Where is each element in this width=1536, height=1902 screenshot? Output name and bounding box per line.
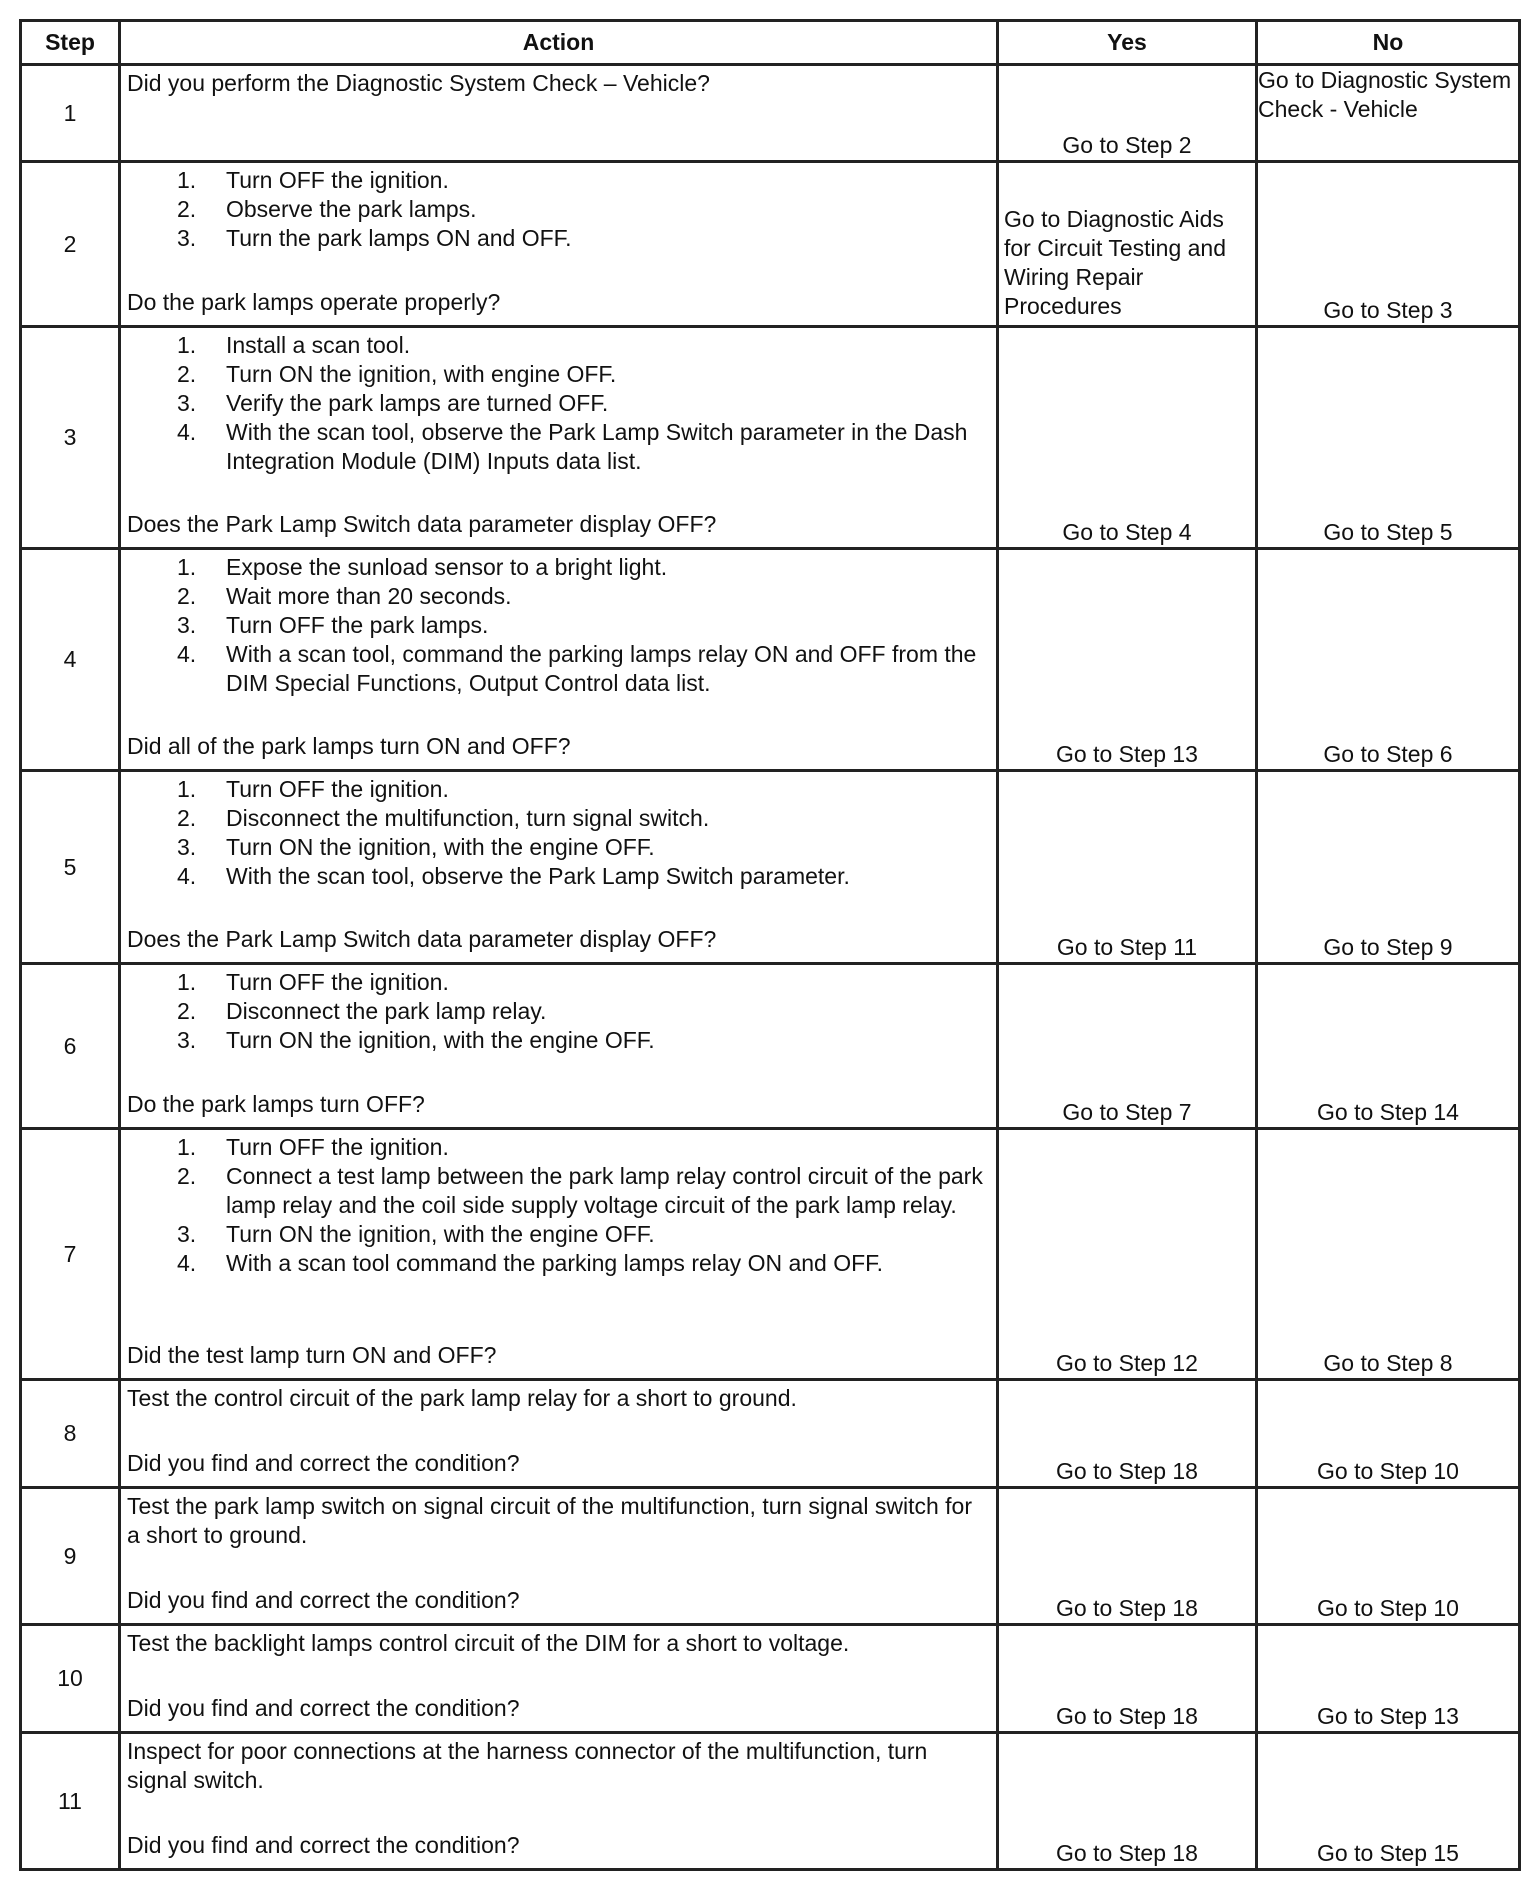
action-question: Did you find and correct the condition?: [127, 1587, 520, 1613]
step-number: 4: [21, 549, 120, 771]
step-number: 6: [21, 964, 120, 1129]
diagnostic-table: [19, 19, 1521, 1871]
yes-result: Go to Diagnostic Aids for Circuit Testing and Wiring Repair Procedures: [998, 162, 1257, 327]
step-number: 5: [21, 771, 120, 964]
step-number: 1: [21, 65, 120, 162]
action-cell: [120, 1380, 998, 1488]
action-instruction: Test the control circuit of the park lamp relay for a short to ground.: [127, 1385, 797, 1411]
no-result: Go to Step 8: [1257, 1129, 1520, 1380]
action-question: Did you find and correct the condition?: [127, 1450, 520, 1476]
action-step-number: 3.: [177, 1221, 197, 1247]
no-result: Go to Step 15: [1257, 1733, 1520, 1870]
no-result: Go to Diagnostic System Check - Vehicle: [1257, 65, 1520, 162]
action-cell: [120, 1129, 998, 1380]
action-question: Does the Park Lamp Switch data parameter display OFF?: [127, 926, 717, 952]
action-question: Did you find and correct the condition?: [127, 1832, 520, 1858]
action-cell: [120, 771, 998, 964]
step-number: 2: [21, 162, 120, 327]
yes-result: Go to Step 2: [998, 65, 1257, 162]
step-number: 11: [21, 1733, 120, 1870]
action-step-number: 3.: [177, 834, 197, 860]
action-step-item: [127, 418, 990, 476]
action-step-number: 3.: [177, 225, 197, 251]
action-question: Did you find and correct the condition?: [127, 1695, 520, 1721]
action-step-item: [127, 833, 990, 862]
table-row: [21, 1129, 1520, 1380]
yes-result: Go to Step 18: [998, 1488, 1257, 1625]
action-step-text: Wait more than 20 seconds.: [226, 583, 512, 609]
table-row: [21, 771, 1520, 964]
action-step-list: [127, 553, 990, 698]
step-number: 8: [21, 1380, 120, 1488]
step-number: 7: [21, 1129, 120, 1380]
header-step: Step: [21, 21, 120, 65]
action-cell: [120, 327, 998, 549]
action-question: Do the park lamps turn OFF?: [127, 1091, 425, 1117]
action-step-list: [127, 1133, 990, 1278]
action-step-item: [127, 1249, 990, 1278]
action-step-number: 4.: [177, 419, 197, 445]
yes-result: Go to Step 18: [998, 1733, 1257, 1870]
yes-result: Go to Step 18: [998, 1625, 1257, 1733]
action-step-item: [127, 997, 990, 1026]
action-instruction: Test the backlight lamps control circuit of the DIM for a short to voltage.: [127, 1630, 850, 1656]
action-step-item: [127, 360, 990, 389]
action-cell: [120, 162, 998, 327]
action-step-number: 3.: [177, 390, 197, 416]
action-question: Does the Park Lamp Switch data parameter display OFF?: [127, 511, 717, 537]
action-question: Did the test lamp turn ON and OFF?: [127, 1342, 497, 1368]
action-step-text: Turn ON the ignition, with the engine OFF.: [226, 1027, 655, 1053]
yes-result: Go to Step 11: [998, 771, 1257, 964]
action-step-text: Expose the sunload sensor to a bright light.: [226, 554, 668, 580]
action-step-item: [127, 224, 990, 253]
header-row: [21, 21, 1520, 65]
action-step-number: 1.: [177, 167, 197, 193]
action-step-item: [127, 804, 990, 833]
action-step-number: 2.: [177, 998, 197, 1024]
action-question: Do the park lamps operate properly?: [127, 289, 501, 315]
table-row: [21, 65, 1520, 162]
yes-result: Go to Step 13: [998, 549, 1257, 771]
action-step-number: 1.: [177, 554, 197, 580]
header-yes: Yes: [998, 21, 1257, 65]
action-step-item: [127, 195, 990, 224]
action-step-number: 1.: [177, 1134, 197, 1160]
action-step-text: Turn OFF the park lamps.: [226, 612, 489, 638]
action-step-text: Turn ON the ignition, with engine OFF.: [226, 361, 617, 387]
action-step-text: Turn ON the ignition, with the engine OFF.: [226, 1221, 655, 1247]
action-step-text: With a scan tool, command the parking lamps relay ON and OFF from the DIM Special Functions, Output Control data list.: [226, 641, 977, 696]
action-step-item: [127, 389, 990, 418]
table-row: [21, 1380, 1520, 1488]
action-step-item: [127, 862, 990, 891]
table-row: [21, 162, 1520, 327]
action-step-number: 1.: [177, 776, 197, 802]
action-cell: [120, 964, 998, 1129]
step-number: 10: [21, 1625, 120, 1733]
action-step-number: 2.: [177, 1163, 197, 1189]
action-step-text: Turn OFF the ignition.: [226, 1134, 449, 1160]
action-step-text: Verify the park lamps are turned OFF.: [226, 390, 609, 416]
action-step-number: 1.: [177, 332, 197, 358]
action-step-number: 4.: [177, 1250, 197, 1276]
table-row: [21, 1625, 1520, 1733]
action-step-text: Turn OFF the ignition.: [226, 167, 449, 193]
no-result: Go to Step 10: [1257, 1380, 1520, 1488]
action-step-number: 3.: [177, 612, 197, 638]
table-row: [21, 1733, 1520, 1870]
action-step-text: Turn OFF the ignition.: [226, 776, 449, 802]
action-step-text: Disconnect the park lamp relay.: [226, 998, 547, 1024]
step-number: 9: [21, 1488, 120, 1625]
action-step-item: [127, 968, 990, 997]
action-step-number: 2.: [177, 361, 197, 387]
yes-result: Go to Step 12: [998, 1129, 1257, 1380]
action-step-text: Turn OFF the ignition.: [226, 969, 449, 995]
action-step-number: 4.: [177, 863, 197, 889]
action-cell: [120, 1488, 998, 1625]
action-question: Did all of the park lamps turn ON and OFF?: [127, 733, 571, 759]
action-cell: [120, 65, 998, 162]
action-instruction: Did you perform the Diagnostic System Check – Vehicle?: [127, 70, 710, 96]
action-step-item: [127, 582, 990, 611]
action-step-number: 2.: [177, 196, 197, 222]
action-step-text: Turn the park lamps ON and OFF.: [226, 225, 572, 251]
action-step-item: [127, 166, 990, 195]
action-step-list: [127, 775, 990, 891]
no-result: Go to Step 3: [1257, 162, 1520, 327]
action-step-list: [127, 968, 990, 1055]
action-step-number: 3.: [177, 1027, 197, 1053]
header-action: Action: [120, 21, 998, 65]
yes-result: Go to Step 4: [998, 327, 1257, 549]
table-row: [21, 1488, 1520, 1625]
step-number: 3: [21, 327, 120, 549]
yes-result: Go to Step 7: [998, 964, 1257, 1129]
action-step-number: 1.: [177, 969, 197, 995]
action-cell: [120, 1625, 998, 1733]
header-no: No: [1257, 21, 1520, 65]
action-step-item: [127, 331, 990, 360]
action-step-text: Observe the park lamps.: [226, 196, 477, 222]
no-result: Go to Step 5: [1257, 327, 1520, 549]
action-instruction: Test the park lamp switch on signal circuit of the multifunction, turn signal switch for a short to ground.: [127, 1493, 972, 1548]
action-step-number: 2.: [177, 805, 197, 831]
action-step-text: With the scan tool, observe the Park Lamp Switch parameter in the Dash Integration Module (DIM) Inputs data list.: [226, 419, 968, 474]
action-cell: [120, 549, 998, 771]
action-cell: [120, 1733, 998, 1870]
action-instruction: Inspect for poor connections at the harness connector of the multifunction, turn signal switch.: [127, 1738, 928, 1793]
action-step-text: Install a scan tool.: [226, 332, 411, 358]
table-row: [21, 964, 1520, 1129]
action-step-item: [127, 1162, 990, 1220]
action-step-item: [127, 1026, 990, 1055]
table-row: [21, 549, 1520, 771]
action-step-text: With a scan tool command the parking lamps relay ON and OFF.: [226, 1250, 884, 1276]
action-step-list: [127, 166, 990, 253]
action-step-item: [127, 640, 990, 698]
no-result: Go to Step 10: [1257, 1488, 1520, 1625]
no-result: Go to Step 14: [1257, 964, 1520, 1129]
action-step-text: Turn ON the ignition, with the engine OFF.: [226, 834, 655, 860]
action-step-item: [127, 553, 990, 582]
no-result: Go to Step 9: [1257, 771, 1520, 964]
no-result: Go to Step 6: [1257, 549, 1520, 771]
action-step-item: [127, 775, 990, 804]
action-step-text: With the scan tool, observe the Park Lamp Switch parameter.: [226, 863, 850, 889]
yes-result: Go to Step 18: [998, 1380, 1257, 1488]
action-step-number: 2.: [177, 583, 197, 609]
action-step-item: [127, 1220, 990, 1249]
table-row: [21, 327, 1520, 549]
action-step-item: [127, 1133, 990, 1162]
action-step-number: 4.: [177, 641, 197, 667]
action-step-text: Connect a test lamp between the park lamp relay control circuit of the park lamp relay and the coil side supply voltage circuit of the park lamp relay.: [226, 1163, 983, 1218]
action-step-text: Disconnect the multifunction, turn signal switch.: [226, 805, 710, 831]
action-step-list: [127, 331, 990, 476]
no-result: Go to Step 13: [1257, 1625, 1520, 1733]
action-step-item: [127, 611, 990, 640]
